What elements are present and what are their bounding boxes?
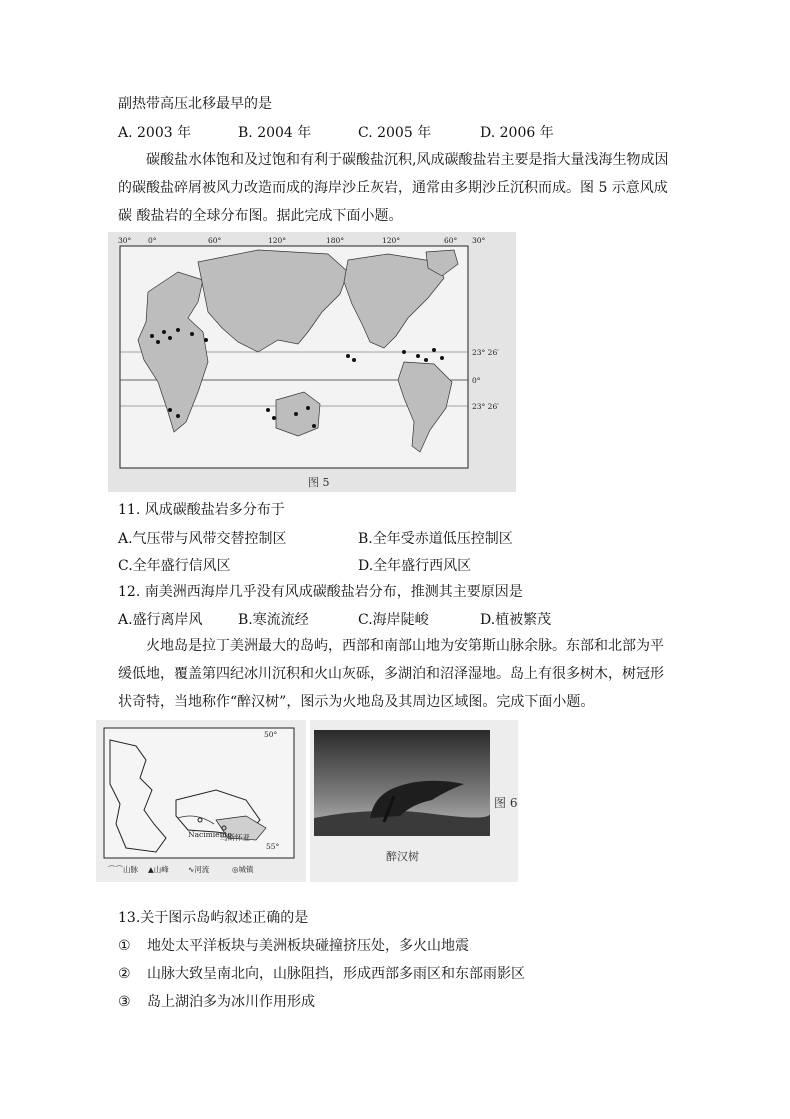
peak-icon: ▲ — [148, 865, 154, 874]
map-top-label: 30° — [118, 236, 132, 245]
map-top-label: 180° — [326, 236, 345, 245]
map-lat-label: 23° 26′ — [472, 348, 499, 357]
q13-item-2 — [118, 964, 525, 984]
world-map-drawing — [108, 232, 516, 492]
map-top-label: 120° — [382, 236, 401, 245]
lat-label: 55° — [266, 842, 280, 851]
item-number: ① — [118, 938, 131, 954]
map-place-label: 乌斯怀亚 — [220, 833, 250, 842]
figure-5-world-map — [108, 232, 516, 492]
q10-option-c: C. 2005 年 — [358, 125, 432, 141]
map-top-label: 60° — [444, 236, 458, 245]
figure-6-region-map — [96, 720, 306, 882]
island-map-drawing — [96, 720, 306, 882]
item-text: 岛上湖泊多为冰川作用形成 — [147, 994, 316, 1010]
q10-option-d: D. 2006 年 — [480, 125, 554, 141]
q10-option-a: A. 2003 年 — [118, 125, 192, 141]
q11-stem: 11. 风成碳酸盐岩多分布于 — [118, 502, 285, 518]
item-number: ③ — [118, 994, 131, 1010]
q10-option-b: B. 2004 年 — [238, 125, 312, 141]
q12-option-d: D.植被繁茂 — [480, 612, 552, 628]
figure-5-caption: 图 5 — [308, 476, 330, 489]
map-top-label: 0° — [148, 236, 157, 245]
q13-stem: 13.关于图示岛屿叙述正确的是 — [118, 910, 309, 926]
town-icon: ◎ — [232, 865, 239, 874]
q11-option-b: B.全年受赤道低压控制区 — [358, 531, 513, 547]
lat-label: 50° — [264, 730, 278, 739]
q12-option-a: A.盛行离岸风 — [118, 612, 203, 628]
q11-option-c: C.全年盛行信风区 — [118, 558, 231, 574]
photo-caption: 醉汉树 — [386, 850, 419, 863]
q11-option-d: D.全年盛行西风区 — [358, 558, 472, 574]
legend-peak: ▲山峰 — [148, 865, 169, 874]
map-top-label: 120° — [268, 236, 287, 245]
legend-mountain: ⌒⌒山脉 — [108, 865, 138, 874]
map-place-label: Nacimiento — [188, 830, 232, 839]
map-top-label: 60° — [208, 236, 222, 245]
map-top-label: 30° — [472, 236, 486, 245]
figure-6-caption: 图 6 — [494, 796, 518, 810]
legend-town: ◎城镇 — [232, 865, 254, 874]
q13-item-3 — [118, 992, 315, 1012]
q12-stem: 12. 南美洲西海岸几乎没有风成碳酸盐岩分布，推测其主要原因是 — [118, 584, 523, 600]
item-text: 山脉大致呈南北向，山脉阻挡，形成西部多雨区和东部雨影区 — [147, 966, 526, 982]
passage-carbonate: 碳酸盐水体饱和及过饱和有利于碳酸盐沉积,风成碳酸盐岩主要是指大量浅海生物成因 的碳酸盐碎屑被风力改造而成的海岸沙丘灰岩，通常由多期沙丘沉积而成。图 5 示意风成碳 酸盐岩的全球分布图。据此完成下面小题。 — [118, 152, 669, 224]
drunken-tree-photo — [314, 730, 490, 836]
item-number: ② — [118, 966, 131, 982]
passage-tierra-del-fuego: 火地岛是拉丁美洲最大的岛屿，西部和南部山地为安第斯山脉余脉。东部和北部为平缓低地，覆盖第四纪冰川沉积和火山灰砾，多湖泊和沼泽湿地。岛上有很多树木，树冠形状奇特，当地称作“醉汉树”，图示为火地岛及其周边区域图。完成下面小题。 — [118, 638, 664, 710]
q10-stem: 副热带高压北移最早的是 — [118, 96, 272, 112]
q11-option-a: A.气压带与风带交替控制区 — [118, 531, 287, 547]
map-lat-label: 23° 26′ — [472, 402, 499, 411]
item-text: 地处太平洋板块与美洲板块碰撞挤压处，多火山地震 — [147, 938, 470, 954]
q13-item-1 — [118, 936, 469, 956]
legend-river: ∿河流 — [188, 865, 210, 874]
mountain-icon: ⌒⌒ — [108, 865, 123, 874]
river-icon: ∿ — [188, 865, 195, 874]
q12-option-c: C.海岸陡峻 — [358, 612, 429, 628]
q12-option-b: B.寒流流经 — [238, 612, 309, 628]
figure-6-photo-panel — [310, 720, 518, 882]
map-lat-label: 0° — [472, 376, 481, 385]
